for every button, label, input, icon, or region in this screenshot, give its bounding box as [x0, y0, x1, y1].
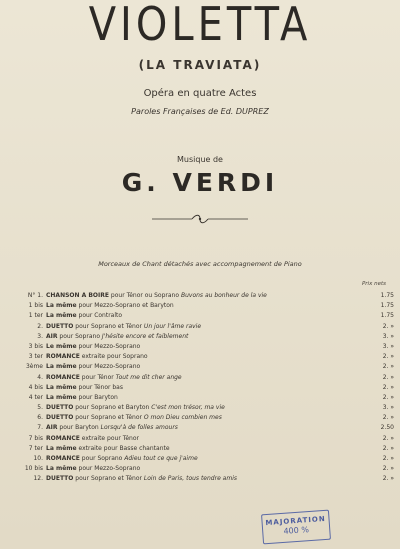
item-voicing: pour Baryton: [78, 393, 118, 401]
catalogue-item: [12, 352, 394, 362]
item-number: 3 bis: [28, 342, 43, 350]
item-name: DUETTO: [46, 404, 74, 412]
catalogue-item: [12, 362, 394, 372]
item-number: 4 ter: [28, 393, 43, 401]
item-description: [46, 444, 366, 454]
catalogue-item: [12, 434, 394, 444]
item-number: N° 1.: [27, 292, 43, 299]
item-name: DUETTO: [46, 475, 74, 483]
item-number: 7 ter: [28, 444, 43, 452]
catalogue-item: [12, 403, 394, 413]
catalogue-item: [12, 393, 394, 403]
item-name: La même: [46, 302, 77, 310]
item-voicing: pour Soprano: [81, 455, 123, 462]
item-price: 1.75: [380, 302, 394, 310]
item-voicing: pour Ténor bas: [78, 383, 123, 391]
item-price: 3. »: [382, 332, 394, 340]
item-number: 7 bis: [28, 434, 43, 442]
majoration-stamp: [261, 510, 331, 545]
item-number: 6.: [37, 414, 43, 422]
catalogue-item: [12, 373, 394, 383]
item-number: 4.: [37, 373, 43, 381]
item-description: [46, 454, 366, 464]
item-voicing: pour Soprano et Ténor: [75, 475, 142, 483]
item-voicing: pour Contralto: [78, 312, 123, 320]
item-name: La même: [46, 393, 77, 401]
item-name: La même: [46, 363, 77, 371]
item-description: [46, 301, 366, 311]
item-name: ROMANCE: [46, 455, 80, 462]
item-incipit: C'est mon trésor, ma vie: [151, 404, 225, 412]
item-incipit: Adieu tout ce que j'aime: [124, 455, 198, 462]
item-price: 1.75: [380, 312, 394, 320]
item-voicing: extraite pour Soprano: [81, 353, 148, 361]
item-description: [46, 393, 366, 403]
opera-genre: Opéra en quatre Actes: [143, 88, 257, 99]
price-column-header: Prix nets: [361, 281, 386, 287]
item-price: 2. »: [382, 475, 394, 483]
item-description: [46, 332, 366, 342]
item-price: 2.50: [380, 424, 394, 432]
catalogue-item: [12, 413, 394, 423]
item-price: 3. »: [382, 342, 394, 350]
item-price: 2. »: [382, 465, 394, 473]
item-voicing: pour Soprano et Ténor: [75, 322, 142, 330]
item-number: 5.: [37, 404, 43, 412]
item-description: [46, 383, 366, 393]
item-number: 10 bis: [24, 465, 43, 473]
item-voicing: pour Mezzo-Soprano: [78, 363, 141, 371]
item-number: 4 bis: [28, 383, 43, 391]
catalogue-item: [12, 383, 394, 393]
item-description: [46, 423, 366, 433]
item-name: ROMANCE: [46, 353, 80, 361]
item-name: ROMANCE: [46, 373, 80, 381]
item-voicing: pour Baryton: [59, 424, 99, 432]
item-price: 2. »: [382, 444, 394, 452]
item-name: AIR: [46, 332, 58, 340]
item-name: La même: [46, 312, 77, 320]
item-price: 2. »: [382, 414, 394, 422]
item-name: La même: [46, 444, 77, 452]
item-voicing: pour Mezzo-Soprano et Baryton: [78, 302, 174, 310]
item-voicing: pour Ténor ou Soprano: [110, 292, 180, 299]
item-price: 3. »: [382, 404, 394, 412]
item-price: 2. »: [382, 383, 394, 391]
item-description: [46, 474, 366, 484]
item-description: [46, 311, 366, 321]
item-number: 3.: [37, 332, 43, 340]
item-number: 12.: [33, 475, 43, 483]
stamp-line-1: MAJORATION: [265, 514, 326, 528]
item-voicing: pour Soprano et Baryton: [75, 404, 150, 412]
item-name: La même: [46, 383, 77, 391]
catalogue-item: [12, 311, 394, 321]
item-price: 2. »: [382, 393, 394, 401]
item-name: Le même: [46, 342, 77, 350]
item-price: 2. »: [382, 434, 394, 442]
catalogue-item: [12, 474, 394, 484]
item-price: 2. »: [382, 363, 394, 371]
item-description: [46, 291, 366, 301]
item-number: 3ème: [25, 363, 43, 371]
item-price: 2. »: [382, 353, 394, 361]
catalogue-intro: Morceaux de Chant détachés avec accompagnement de Piano: [98, 260, 302, 268]
item-number: 2.: [37, 322, 43, 330]
item-price: 2. »: [382, 455, 394, 462]
item-incipit: Tout me dit cher ange: [115, 373, 182, 381]
catalogue-item: [12, 301, 394, 311]
item-description: [46, 322, 366, 332]
item-number: 1 bis: [28, 302, 43, 310]
item-incipit: Un jour l'âme ravie: [143, 322, 202, 330]
item-price: 1.75: [380, 292, 394, 299]
ornament-divider-icon: [150, 213, 250, 225]
item-incipit: Lorsqu'à de folles amours: [100, 424, 178, 432]
item-name: CHANSON A BOIRE: [46, 292, 109, 299]
item-description: [46, 362, 366, 372]
item-description: [46, 373, 366, 383]
item-description: [46, 464, 366, 474]
item-name: DUETTO: [46, 414, 74, 422]
item-description: [46, 352, 366, 362]
catalogue-item: [12, 444, 394, 454]
item-number: 10.: [33, 455, 43, 462]
item-description: [46, 434, 366, 444]
item-name: DUETTO: [46, 322, 74, 330]
opera-subtitle: (LA TRAVIATA): [138, 58, 262, 72]
composer-name: G. VERDI: [121, 168, 279, 197]
item-description: [46, 342, 366, 352]
catalogue-item: [12, 464, 394, 474]
item-name: AIR: [46, 424, 58, 432]
item-incipit: J'hésite encore et faiblement: [101, 332, 189, 340]
item-number: 7.: [37, 424, 43, 432]
opera-title: VIOLETTA: [88, 0, 312, 52]
item-price: 2. »: [382, 322, 394, 330]
music-label: Musique de: [177, 155, 223, 164]
catalogue-item: [12, 322, 394, 332]
catalogue-item: [12, 332, 394, 342]
item-incipit: O mon Dieu combien mes: [143, 414, 222, 422]
lyrics-credit: Paroles Françaises de Ed. DUPREZ: [131, 107, 269, 116]
item-voicing: pour Ténor: [81, 373, 114, 381]
item-number: 1 ter: [28, 312, 43, 320]
item-voicing: pour Soprano: [59, 332, 100, 340]
item-price: 2. »: [382, 373, 394, 381]
catalogue-item: [12, 342, 394, 352]
item-voicing: extraite pour Basse chantante: [78, 444, 170, 452]
stamp-line-2: 400 %: [283, 525, 310, 536]
catalogue-list: [12, 291, 394, 485]
catalogue-item: [12, 423, 394, 433]
item-name: La même: [46, 465, 77, 473]
item-name: ROMANCE: [46, 434, 80, 442]
item-voicing: pour Mezzo-Soprano: [78, 342, 141, 350]
item-voicing: pour Soprano et Ténor: [75, 414, 142, 422]
item-description: [46, 413, 366, 423]
item-incipit: Buvons au bonheur de la vie: [180, 292, 267, 299]
catalogue-item: [12, 454, 394, 464]
item-number: 3 ter: [28, 353, 43, 361]
catalogue-item: [12, 291, 394, 301]
item-incipit: Loin de Paris, tous tendre amis: [143, 475, 237, 483]
item-voicing: pour Mezzo-Soprano: [78, 465, 141, 473]
item-description: [46, 403, 366, 413]
item-voicing: extraite pour Ténor: [81, 434, 139, 442]
